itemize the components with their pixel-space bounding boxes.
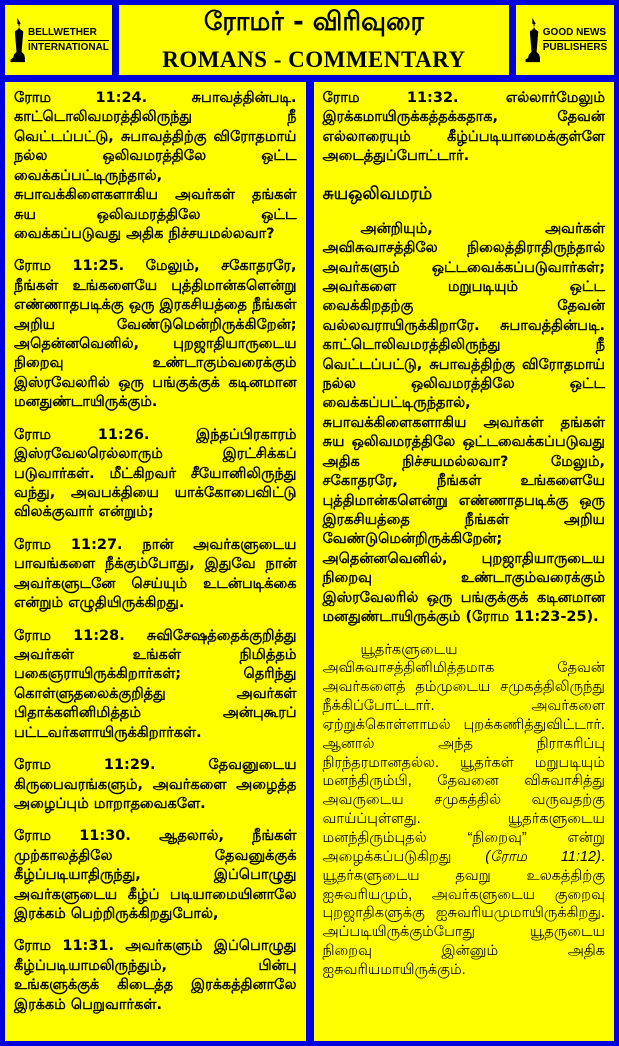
verse-rom-11-27: ரோம 11:27. நான் அவர்களுடைய பாவங்களை நீக்கும்போது, இதுவே நான் அவர்களுடனே செய்யும் உடன்படிக்கை என்றும் எழுதியிருக்கிறது.: [14, 536, 297, 612]
verse-rom-11-32: ரோம 11:32. எல்லார்மேலும் இரக்கமாயிருக்கத்தக்கதாக, தேவன் எல்லாரையும் கீழ்ப்படியாமைக்குள்ளே அடைத்துப்போட்டார்.: [322, 90, 605, 165]
verse-rom-11-30: ரோம 11:30. ஆதலால், நீங்கள் முற்காலத்திலே தேவனுக்குக் கீழ்ப்படியாதிருந்து, இப்பொழுது அவர்களுடைய கீழ்ப் படியாமையினாலே இரக்கம் பெற்றிருக்கிறதுபோல்,: [14, 828, 297, 923]
logo-line-bellwether: BELLWETHER: [28, 26, 109, 42]
page-title-tamil: ரோமர் - விரிவுரை: [203, 7, 424, 37]
section-heading-own-olive-tree: சுயஒலிவமரம்: [322, 183, 433, 204]
commentary-scripture-ref: (ரோம 11:12): [485, 848, 601, 865]
page-header: [5, 5, 614, 82]
bellwether-logo-text: [28, 26, 109, 55]
left-column: [5, 82, 306, 1041]
commentary-text-2: . யூதர்களுடைய தவறு உலகத்திற்கு ஐசுவரியமும், அவர்களுடைய குறைவு புறஜாதிகளுக்கு ஐசுவரியமுமாயிருக்கிறது. அப்படியிருக்கும்போது யூதருடைய நிறைவு இன்னும் அதிக ஐசுவரியமாயிருக்கும்.: [322, 848, 605, 978]
column-divider: [306, 82, 314, 1041]
good-news-publishers-logo: [509, 5, 614, 75]
logo-line-good-news: GOOD NEWS: [543, 26, 607, 42]
right-column: [314, 82, 615, 1041]
logo-line-international: INTERNATIONAL: [28, 42, 109, 53]
verse-rom-11-25: ரோம 11:25. மேலும், சகோதரரே, நீங்கள் உங்களையே புத்திமான்களென்று எண்ணாதபடிக்கு ஒரு இரகசியத்தை நீங்கள் அறிய வேண்டுமென்றிருக்கிறேன்; அதென்னவெனில், புறஜாதியாருடைய நிறைவு உண்டாகும்வரைக்கும் இஸ்ரவேலரில் ஒரு பங்குக்குக் கடினமான மனதுண்டாயிருக்கும்.: [14, 258, 297, 411]
verse-rom-11-26: ரோம 11:26. இந்தப்பிரகாரம் இஸ்ரவேலரெல்லாரும் இரட்சிக்கப் படுவார்கள். மீட்கிறவர் சீயோனிலிருந்து வந்து, அவபக்தியை யாக்கோபைவிட்டு விலக்குவார் என்றும்;: [14, 426, 297, 521]
verse-rom-11-28: ரோம 11:28. சுவிசேஷத்தைக்குறித்து அவர்கள் உங்கள் நிமித்தம் பகைஞராயிருக்கிறார்கள்; தெரிந்து கொள்ளுதலைக்குறித்து அவர்கள் பிதாக்களினிமித்தம் அன்புகூரப் பட்டவர்களாயிருக்கிறார்கள்.: [14, 627, 297, 741]
content-area: [5, 82, 614, 1041]
title-box: [119, 5, 509, 75]
page-title-english: ROMANS - COMMENTARY: [162, 47, 466, 72]
commentary-text-1: யூதர்களுடைய அவிசுவாசத்தினிமித்தமாக தேவன் அவர்களைத் தம்முடைய சமுகத்திலிருந்து நீக்கிப்போட்டார். அவர்களை ஏற்றுக்கொள்ளாமல் புறக்கணித்துவிட்டார். ஆனால் அந்த நிராகரிப்பு நிரந்தரமானதல்ல. யூதர்கள் மறுபடியும் மனந்திரும்பி, தேவனை விசுவாசித்து அவருடைய சமுகத்தில் வருவதற்கு வாய்ப்புள்ளது. யூதர்களுடைய மனந்திரும்புதல் “நிறைவு” என்று அழைக்கப்படுகிறது: [322, 641, 605, 865]
verse-quote-block: அன்றியும், அவர்கள் அவிசுவாசத்திலே நிலைத்திராதிருந்தால் அவர்களும் ஒட்டவைக்கப்படுவார்கள்; அவர்களை மறுபடியும் ஒட்ட வைக்கிறதற்கு தேவன் வல்லவராயிருக்கிறாரே. சுபாவத்தின்படி. காட்டொலிவமரத்திலிருந்து நீ வெட்டப்பட்டு, சுபாவத்திற்கு விரோதமாய் நல்ல ஒலிவமரத்திலே ஒட்ட வைக்கப்பட்டிருந்தால், சுபாவக்கிளைகளாகிய அவர்கள் தங்கள் சுய ஒலிவமரத்திலே ஒட்டவைக்கப்படுவது அதிக நிச்சயமல்லவா? மேலும், சகோதரரே, நீங்கள் உங்களையே புத்திமான்களென்று எண்ணாதபடிக்கு ஒரு இரகசியத்தை நீங்கள் அறிய வேண்டுமென்றிருக்கிறேன்; அதென்னவெனில், புறஜாதியாருடைய நிறைவு உண்டாகும்வரைக்கும் இஸ்ரவேலரில் ஒரு பங்குக்குக் கடினமான மனதுண்டாயிருக்கும் (ரோம 11:23-25).: [322, 220, 605, 626]
statue-icon: [523, 17, 540, 63]
goodnews-logo-text: [543, 26, 607, 55]
bellwether-international-logo: [5, 5, 119, 75]
verse-rom-11-24: ரோம 11:24. சுபாவத்தின்படி. காட்டொலிவமரத்திலிருந்து நீ வெட்டப்பட்டு, சுபாவத்திற்கு விரோதமாய் நல்ல ஒலிவமரத்திலே ஒட்ட வைக்கப்பட்டிருந்தால், சுபாவக்கிளைகளாகிய அவர்கள் தங்கள் சுய ஒலிவமரத்திலே ஒட்ட வைக்கப்படுவது அதிக நிச்சயமல்லவா?: [14, 90, 297, 242]
verse-rom-11-31: ரோம 11:31. அவர்களும் இப்பொழுது கீழ்ப்படியாமலிருந்தும், பின்பு உங்களுக்குக் கிடைத்த இரக்கத்தினாலே இரக்கம் பெறுவார்கள்.: [14, 938, 297, 1013]
verse-rom-11-29: ரோம 11:29. தேவனுடைய கிருபைவரங்களும், அவர்களை அழைத்த அழைப்பும் மாறாதவைகளே.: [14, 757, 297, 812]
logo-line-publishers: PUBLISHERS: [542, 42, 608, 53]
commentary-paragraph: [323, 641, 606, 980]
statue-icon: [8, 17, 25, 63]
